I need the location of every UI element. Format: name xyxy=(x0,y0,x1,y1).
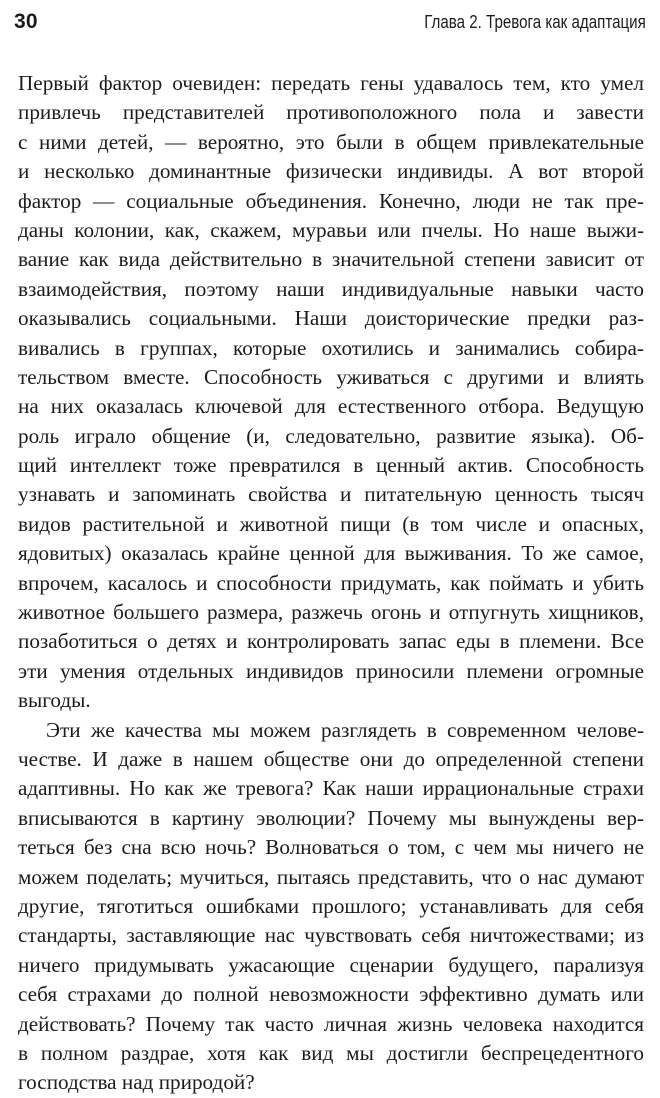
text-line: честве. И даже в нашем обществе они до определенной степени xyxy=(18,746,644,771)
text-line: теться без сна всю ночь? Волноваться о том, с чем мы ничего не xyxy=(18,835,644,860)
page-number: 30 xyxy=(14,10,38,33)
text-line: вписываются в картину эволюции? Почему мы вынуждены вер- xyxy=(18,805,644,830)
text-line: позаботиться о детях и контролировать запас еды в племени. Все xyxy=(18,629,644,654)
running-head xyxy=(14,10,646,40)
text-line: привлечь представителей противоположного пола и завести xyxy=(18,100,644,125)
text-line: на них оказалась ключевой для естественного отбора. Ведущую xyxy=(18,394,644,419)
text-line: действовать? Почему так часто личная жизнь человека находится xyxy=(18,1011,644,1036)
text-line: господства над природой? xyxy=(18,1070,255,1095)
text-line: другие, тяготиться ошибками прошлого; устанавливать для себя xyxy=(18,893,644,918)
paragraph-1 xyxy=(18,69,644,716)
text-line: фактор — социальные объединения. Конечно, люди не так пре- xyxy=(18,188,644,213)
text-line: щий интеллект тоже превратился в ценный актив. Способность xyxy=(18,453,644,478)
text-line: оказывались социальными. Наши доисторические предки раз- xyxy=(18,306,644,331)
text-line: животное большего размера, разжечь огонь и отпугнуть хищников, xyxy=(18,600,644,625)
text-line: ничего придумывать ужасающие сценарии будущего, парализуя xyxy=(18,952,644,977)
text-line: с ними детей, — вероятно, это были в общем привлекательные xyxy=(18,129,644,154)
text-line: эти умения отдельных индивидов приносили племени огромные xyxy=(18,658,644,683)
text-line: в полном раздрае, хотя как вид мы достигли беспрецедентного xyxy=(18,1040,644,1065)
text-line: адаптивны. Но как же тревога? Как наши иррациональные страхи xyxy=(18,776,644,801)
chapter-title: Глава 2. Тревога как адаптация xyxy=(424,12,646,32)
text-line: Первый фактор очевиден: передать гены удавалось тем, кто умел xyxy=(18,71,644,95)
text-line: стандарты, заставляющие нас чувствовать себя ничтожествами; из xyxy=(18,923,644,948)
text-line: и несколько доминантные физически индивиды. А вот второй xyxy=(18,159,644,184)
text-line: Эти же качества мы можем разглядеть в современном челове- xyxy=(46,717,644,742)
text-line: даны колонии, как, скажем, муравьи или пчелы. Но наше выжи- xyxy=(18,217,644,242)
text-line: узнавать и запоминать свойства и питательную ценность тысяч xyxy=(18,482,644,507)
text-line: ядовитых) оказалась крайне ценной для выживания. То же самое, xyxy=(18,541,644,566)
body-text xyxy=(18,69,644,1098)
text-line: взаимодействия, поэтому наши индивидуальные навыки часто xyxy=(18,276,644,301)
text-line: можем поделать; мучиться, пытаясь представить, что о нас думают xyxy=(18,864,644,889)
text-line: вание как вида действительно в значительной степени зависит от xyxy=(18,247,644,272)
text-line: тельством вместе. Способность уживаться с другими и влиять xyxy=(18,364,644,389)
text-line: себя страхами до полной невозможности эффективно думать или xyxy=(18,982,644,1007)
text-line: видов растительной и животной пищи (в том числе и опасных, xyxy=(18,511,644,536)
text-line: роль играло общение (и, следовательно, развитие языка). Об- xyxy=(18,423,644,448)
paragraph-2 xyxy=(18,716,644,1098)
text-line: выгоды. xyxy=(18,688,91,713)
text-line: впрочем, касалось и способности придумать, как поймать и убить xyxy=(18,570,644,595)
text-line: вивались в группах, которые охотились и занимались собира- xyxy=(18,335,644,360)
